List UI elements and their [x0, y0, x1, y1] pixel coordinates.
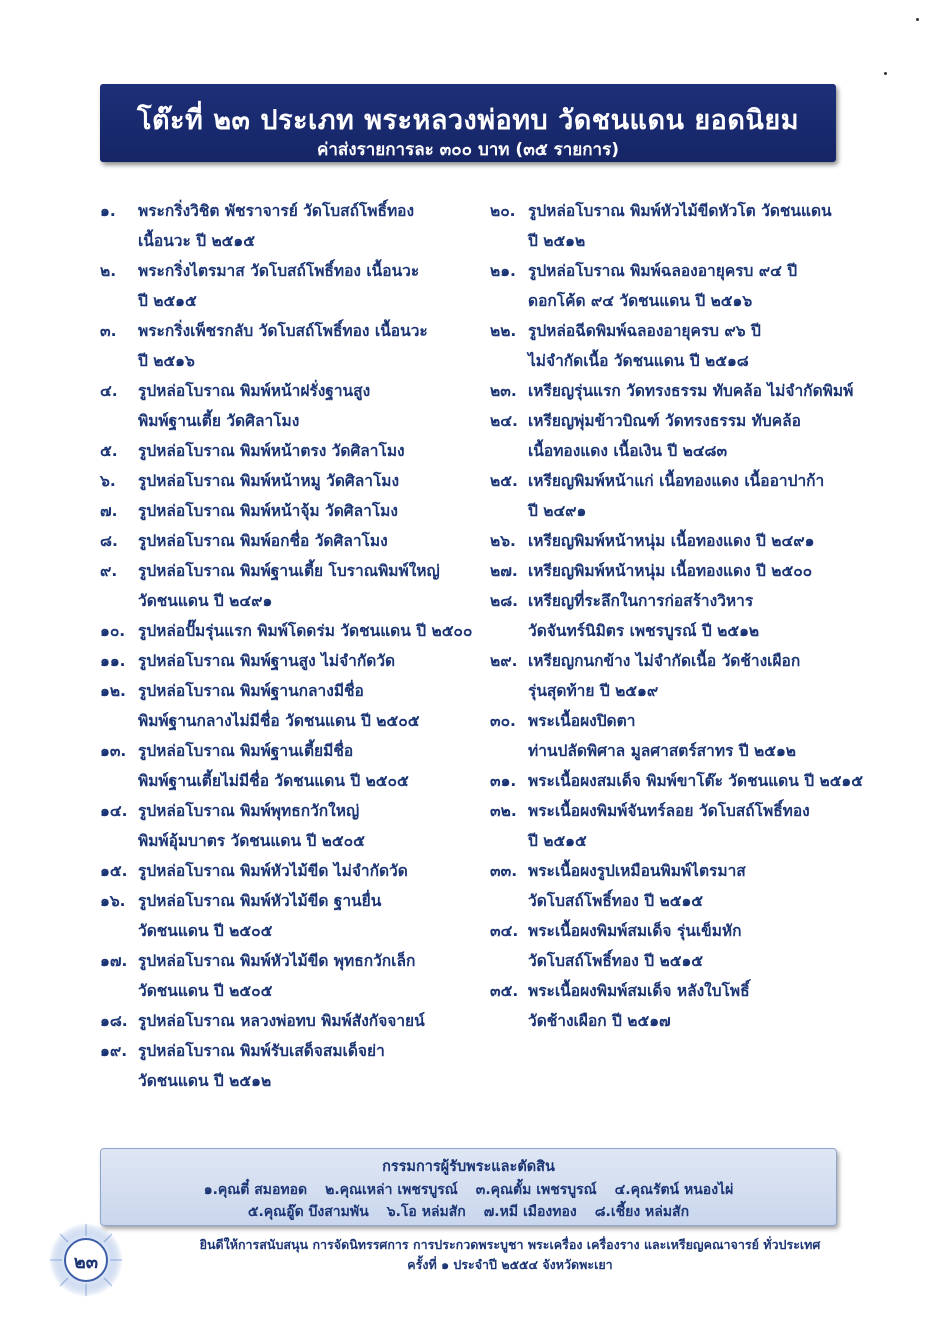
- item-number: ๑๙.: [100, 1042, 128, 1060]
- item-line: พระเนื้อผงรูปเหมือนพิมพ์ไตรมาส: [528, 862, 746, 880]
- list-item: [100, 556, 490, 616]
- item-number: ๓๒.: [490, 802, 517, 820]
- item-line: เหรียญกนกข้าง ไม่จำกัดเนื้อ วัดช้างเผือก: [528, 652, 801, 670]
- item-text: [528, 526, 890, 556]
- table-header-banner: [100, 84, 836, 162]
- item-text: [528, 196, 890, 256]
- item-line: พิมพ์อุ้มบาตร วัดชนแดน ปี ๒๕๐๕: [138, 832, 365, 850]
- item-line: พระเนื้อผงปิดตา: [528, 712, 636, 730]
- item-line: ปี ๒๕๑๕: [138, 292, 197, 310]
- item-line: รูปหล่อโบราณ พิมพ์ฐานกลางมีชื่อ: [138, 682, 364, 700]
- item-text: [528, 316, 890, 376]
- item-line: รูปหล่อโบราณ พิมพ์หัวไม้ขีด ไม่จำกัดวัด: [138, 862, 408, 880]
- item-list-right: [490, 196, 890, 1036]
- item-line: ปี ๒๔๙๑: [528, 502, 587, 520]
- item-text: [138, 1006, 490, 1036]
- item-number: ๓๕.: [490, 982, 519, 1000]
- item-line: ดอกโค้ด ๙๔ วัดชนแดน ปี ๒๕๑๖: [528, 292, 753, 310]
- committee-member: ๑.คุณตี๋ สมอทอด: [203, 1182, 308, 1198]
- item-text: [528, 466, 890, 526]
- item-number: ๔.: [100, 382, 118, 400]
- item-number: ๒๒.: [490, 322, 517, 340]
- committee-member: ๖.โอ หล่มสัก: [386, 1204, 466, 1220]
- list-item: [490, 856, 890, 916]
- item-text: [528, 406, 890, 466]
- item-line: เหรียญพิมพ์หน้าหนุ่ม เนื้อทองแดง ปี ๒๔๙๑: [528, 532, 815, 550]
- item-text: [528, 706, 890, 766]
- committee-member: ๘.เชี้ยง หล่มสัก: [594, 1204, 690, 1220]
- event-note-line-2: ครั้งที่ ๑ ประจำปี ๒๕๕๔ จังหวัดพะเยา: [407, 1257, 613, 1272]
- item-line: เหรียญรุ่นแรก วัดทรงธรรม ทับคล้อ ไม่จำกัดพิมพ์: [528, 382, 854, 400]
- list-item: [490, 196, 890, 256]
- item-line: รูปหล่อฉีดพิมพ์ฉลองอายุครบ ๙๖ ปี: [528, 322, 761, 340]
- item-number: ๓๑.: [490, 772, 517, 790]
- item-line: รูปหล่อโบราณ พิมพ์หัวไม้ขีดหัวโต วัดชนแดน: [528, 202, 832, 220]
- item-number: ๒๐.: [490, 202, 516, 220]
- item-number: ๑๓.: [100, 742, 127, 760]
- item-number: ๑๒.: [100, 682, 126, 700]
- item-text: [528, 796, 890, 856]
- list-item: [100, 736, 490, 796]
- item-text: [138, 736, 490, 796]
- item-number: ๒๘.: [490, 592, 519, 610]
- item-line: ปี ๒๕๑๕: [528, 832, 587, 850]
- item-text: [528, 256, 890, 316]
- list-item: [100, 526, 490, 556]
- event-note-line-1: ยินดีให้การสนับสนุน การจัดนิทรรศการ การประกวดพระบูชา พระเครื่อง เครื่องราง และเหรียญคณาจารย์ ทั่วประเทศ: [199, 1237, 821, 1252]
- committee-member: ๔.คุณรัตน์ หนองไผ่: [614, 1182, 734, 1198]
- item-line: รูปหล่อโบราณ พิมพ์พุทธกวักใหญ่: [138, 802, 360, 820]
- item-text: [138, 646, 490, 676]
- item-number: ๒๖.: [490, 532, 516, 550]
- item-text: [528, 856, 890, 916]
- committee-row-1: [101, 1179, 836, 1201]
- item-line: วัดโบสถ์โพธิ์ทอง ปี ๒๕๑๕: [528, 892, 704, 910]
- item-number: ๓๐.: [490, 712, 516, 730]
- item-line: รูปหล่อโบราณ พิมพ์รับเสด็จสมเด็จย่า: [138, 1042, 385, 1060]
- item-text: [138, 796, 490, 856]
- item-line: พิมพ์ฐานกลางไม่มีชื่อ วัดชนแดน ปี ๒๕๐๕: [138, 712, 420, 730]
- scan-speck: [884, 72, 887, 75]
- item-line: รูปหล่อโบราณ พิมพ์หัวไม้ขีด พุทธกวักเล็ก: [138, 952, 416, 970]
- list-item: [490, 376, 890, 406]
- item-line: รูปหล่อโบราณ พิมพ์ฐานเตี้ยมีชื่อ: [138, 742, 354, 760]
- item-line: พระเนื้อผงพิมพ์สมเด็จ รุ่นเข็มหัก: [528, 922, 742, 940]
- item-line: วัดชนแดน ปี ๒๕๐๕: [138, 982, 273, 1000]
- page-number: ๒๓: [73, 1252, 99, 1273]
- item-text: [528, 556, 890, 586]
- list-item: [100, 676, 490, 736]
- committee-member: ๓.คุณตั้ม เพชรบูรณ์: [475, 1182, 597, 1198]
- item-number: ๑๘.: [100, 1012, 128, 1030]
- item-text: [138, 1036, 490, 1096]
- item-line: รูปหล่อโบราณ พิมพ์หน้าหมู วัดศิลาโมง: [138, 472, 400, 490]
- list-item: [490, 916, 890, 976]
- item-number: ๑๐.: [100, 622, 126, 640]
- item-text: [528, 586, 890, 646]
- committee-member: ๕.คุณอู๊ด บึงสามพัน: [247, 1204, 369, 1220]
- list-item: [100, 1036, 490, 1096]
- list-item: [100, 886, 490, 946]
- committee-member: ๒.คุณเหล่า เพชรบูรณ์: [325, 1182, 458, 1198]
- item-number: ๒๑.: [490, 262, 516, 280]
- item-line: เหรียญพิมพ์หน้าแก่ เนื้อทองแดง เนื้ออาปาก้า: [528, 472, 825, 490]
- item-number: ๒.: [100, 262, 117, 280]
- item-number: ๑๕.: [100, 862, 128, 880]
- item-number: ๑๗.: [100, 952, 128, 970]
- list-item: [100, 376, 490, 436]
- item-line: วัดจันทร์นิมิตร เพชรบูรณ์ ปี ๒๕๑๒: [528, 622, 760, 640]
- item-line: พระเนื้อผงพิมพ์สมเด็จ หลังใบโพธิ์: [528, 982, 750, 1000]
- item-line: รูปหล่อโบราณ พิมพ์ฉลองอายุครบ ๙๔ ปี: [528, 262, 798, 280]
- list-item: [100, 646, 490, 676]
- page-title: โต๊ะที่ ๒๓ ประเภท พระหลวงพ่อทบ วัดชนแดน ยอดนิยม: [136, 105, 799, 136]
- list-item: [100, 1006, 490, 1036]
- item-text: [138, 376, 490, 436]
- item-number: ๘.: [100, 532, 118, 550]
- item-text: [138, 256, 490, 316]
- item-number: ๒๓.: [490, 382, 517, 400]
- item-text: [528, 916, 890, 976]
- list-item: [490, 316, 890, 376]
- item-line: วัดโบสถ์โพธิ์ทอง ปี ๒๕๑๕: [528, 952, 704, 970]
- item-text: [138, 526, 490, 556]
- item-line: พระกริ่งวิชิต พัชราจารย์ วัดโบสถ์โพธิ์ทอง: [138, 202, 415, 220]
- scan-speck: [916, 18, 919, 21]
- item-number: ๒๕.: [490, 472, 518, 490]
- item-line: รูปหล่อโบราณ พิมพ์หน้าตรง วัดศิลาโมง: [138, 442, 405, 460]
- list-item: [100, 496, 490, 526]
- item-number: ๓๔.: [490, 922, 519, 940]
- item-number: ๓.: [100, 322, 117, 340]
- page-subtitle: ค่าส่งรายการละ ๓๐๐ บาท (๓๕ รายการ): [317, 140, 619, 160]
- item-text: [528, 646, 890, 706]
- item-number: ๒๔.: [490, 412, 518, 430]
- item-number: ๒๗.: [490, 562, 518, 580]
- list-item: [490, 976, 890, 1036]
- list-item: [490, 256, 890, 316]
- list-item: [100, 196, 490, 256]
- list-item: [100, 796, 490, 856]
- item-line: ปี ๒๕๑๖: [138, 352, 195, 370]
- item-number: ๖.: [100, 472, 116, 490]
- committee-member: ๗.หมี เมืองทอง: [483, 1204, 577, 1220]
- committee-row-2: [101, 1201, 836, 1223]
- item-list-left: [100, 196, 490, 1096]
- item-line: รุ่นสุดท้าย ปี ๒๕๑๙: [528, 682, 659, 700]
- item-line: ท่านปลัดพิศาล มูลศาสตร์สาทร ปี ๒๕๑๒: [528, 742, 797, 760]
- item-line: วัดช้างเผือก ปี ๒๕๑๗: [528, 1012, 671, 1030]
- item-line: เหรียญพิมพ์หน้าหนุ่ม เนื้อทองแดง ปี ๒๕๐๐: [528, 562, 813, 580]
- item-line: วัดชนแดน ปี ๒๔๙๑: [138, 592, 273, 610]
- list-item: [490, 556, 890, 586]
- item-line: รูปหล่อโบราณ พิมพ์ฐานเตี้ย โบราณพิมพ์ใหญ่: [138, 562, 440, 580]
- item-number: ๑๔.: [100, 802, 128, 820]
- committee-title: กรรมการผู้รับพระและตัดสิน: [382, 1159, 555, 1175]
- item-text: [138, 676, 490, 736]
- list-item: [490, 796, 890, 856]
- item-line: รูปหล่อโบราณ พิมพ์อกชื่อ วัดศิลาโมง: [138, 532, 388, 550]
- item-line: พระเนื้อผงพิมพ์จันทร์ลอย วัดโบสถ์โพธิ์ทอง: [528, 802, 810, 820]
- item-number: ๓๓.: [490, 862, 518, 880]
- item-text: [138, 946, 490, 1006]
- list-item: [100, 856, 490, 886]
- list-item: [100, 436, 490, 466]
- item-text: [528, 766, 890, 796]
- item-text: [138, 316, 490, 376]
- list-item: [490, 526, 890, 556]
- item-line: พระกริ่งไตรมาส วัดโบสถ์โพธิ์ทอง เนื้อนวะ: [138, 262, 420, 280]
- list-item: [100, 256, 490, 316]
- item-text: [138, 436, 490, 466]
- item-line: พิมพ์ฐานเตี้ยไม่มีชื่อ วัดชนแดน ปี ๒๕๐๕: [138, 772, 409, 790]
- item-number: ๗.: [100, 502, 118, 520]
- list-item: [490, 406, 890, 466]
- item-number: ๒๙.: [490, 652, 518, 670]
- item-text: [138, 496, 490, 526]
- item-text: [138, 616, 490, 646]
- list-item: [100, 316, 490, 376]
- item-line: รูปหล่อโบราณ พิมพ์หน้าจุ้ม วัดศิลาโมง: [138, 502, 398, 520]
- item-line: ไม่จำกัดเนื้อ วัดชนแดน ปี ๒๕๑๘: [528, 352, 749, 370]
- item-text: [138, 886, 490, 946]
- item-number: ๑.: [100, 202, 116, 220]
- list-item: [100, 946, 490, 1006]
- list-item: [490, 586, 890, 646]
- item-line: ปี ๒๕๑๒: [528, 232, 586, 250]
- item-line: เหรียญพุ่มข้าวบิณฑ์ วัดทรงธรรม ทับคล้อ: [528, 412, 801, 430]
- item-line: เนื้อนวะ ปี ๒๕๑๕: [138, 232, 255, 250]
- item-line: เหรียญที่ระลึกในการก่อสร้างวิหาร: [528, 592, 754, 610]
- item-number: ๑๖.: [100, 892, 126, 910]
- item-line: วัดชนแดน ปี ๒๕๑๒: [138, 1072, 272, 1090]
- item-text: [138, 196, 490, 256]
- item-number: ๙.: [100, 562, 118, 580]
- item-text: [528, 376, 890, 406]
- item-line: เนื้อทองแดง เนื้อเงิน ปี ๒๔๘๓: [528, 442, 728, 460]
- item-text: [138, 556, 490, 616]
- item-text: [528, 976, 890, 1036]
- item-text: [138, 466, 490, 496]
- list-item: [100, 616, 490, 646]
- list-item: [100, 466, 490, 496]
- item-line: รูปหล่อโบราณ พิมพ์ฐานสูง ไม่จำกัดวัด: [138, 652, 396, 670]
- item-line: พระเนื้อผงสมเด็จ พิมพ์ขาโต๊ะ วัดชนแดน ปี ๒๕๑๕: [528, 772, 863, 790]
- list-item: [490, 706, 890, 766]
- item-line: วัดชนแดน ปี ๒๕๐๕: [138, 922, 273, 940]
- item-line: พิมพ์ฐานเตี้ย วัดศิลาโมง: [138, 412, 300, 430]
- item-text: [138, 856, 490, 886]
- item-line: รูปหล่อโบราณ พิมพ์หัวไม้ขีด ฐานยื่น: [138, 892, 382, 910]
- item-line: รูปหล่อโบราณ พิมพ์หน้าฝรั่งฐานสูง: [138, 382, 371, 400]
- list-item: [490, 646, 890, 706]
- item-number: ๑๑.: [100, 652, 126, 670]
- item-line: รูปหล่อโบราณ หลวงพ่อทบ พิมพ์สังกัจจายน์: [138, 1012, 425, 1030]
- list-item: [490, 766, 890, 796]
- item-number: ๕.: [100, 442, 118, 460]
- committee-box: [100, 1148, 837, 1226]
- item-line: รูปหล่อปั๊มรุ่นแรก พิมพ์โดดร่ม วัดชนแดน ปี ๒๕๐๐: [138, 622, 473, 640]
- item-line: พระกริ่งเพ็ชรกลับ วัดโบสถ์โพธิ์ทอง เนื้อนวะ: [138, 322, 428, 340]
- list-item: [490, 466, 890, 526]
